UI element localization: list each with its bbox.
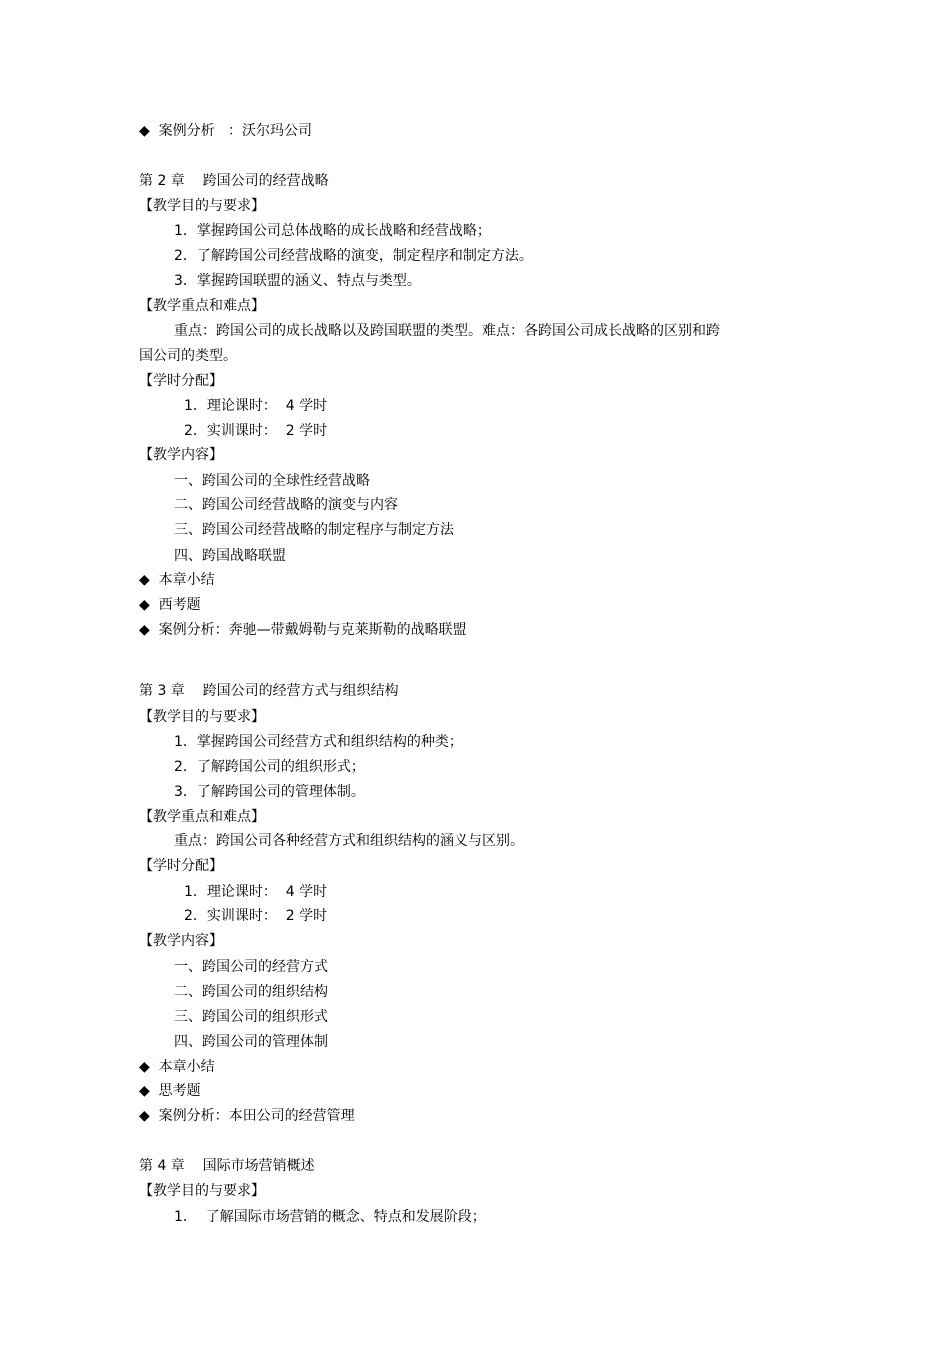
ch2-focus-text-cont: 国公司的类型。 <box>139 348 237 364</box>
ch3-goal-item: 1．掌握跨国公司经营方式和组织结构的种类； <box>174 734 463 750</box>
ch3-content-item: 二、跨国公司的组织结构 <box>174 984 328 1000</box>
ch3-focus-text: 重点：跨国公司各种经营方式和组织结构的涵义与区别。 <box>174 833 524 849</box>
ch3-content-item: 四、跨国公司的管理体制 <box>174 1034 328 1050</box>
ch3-content-item: 一、跨国公司的经营方式 <box>174 959 328 975</box>
ch2-bullet-case: ◆ 案例分析：奔驰—带戴姆勒与克莱斯勒的战略联盟 <box>139 622 467 638</box>
ch2-bullet-summary: ◆ 本章小结 <box>139 572 215 588</box>
ch3-focus-heading: 【教学重点和难点】 <box>139 809 265 825</box>
ch4-goal-heading: 【教学目的与要求】 <box>139 1183 265 1199</box>
ch3-hours-item: 2．实训课时： 2 学时 <box>184 908 328 924</box>
ch3-bullet-summary: ◆ 本章小结 <box>139 1059 215 1075</box>
ch3-bullet-case: ◆ 案例分析：本田公司的经营管理 <box>139 1108 355 1124</box>
ch3-content-item: 三、跨国公司的组织形式 <box>174 1009 328 1025</box>
ch2-content-item: 三、跨国公司经营战略的制定程序与制定方法 <box>174 522 454 538</box>
ch3-goal-item: 2．了解跨国公司的组织形式； <box>174 759 365 775</box>
ch2-content-heading: 【教学内容】 <box>139 447 223 463</box>
ch2-goal-item: 2．了解跨国公司经营战略的演变，制定程序和制定方法。 <box>174 248 533 264</box>
ch3-hours-heading: 【学时分配】 <box>139 858 223 874</box>
ch2-hours-item: 2．实训课时： 2 学时 <box>184 423 328 439</box>
case-analysis-walmart: ◆ 案例分析 ：沃尔玛公司 <box>139 123 313 139</box>
ch2-bullet-questions: ◆ 西考题 <box>139 597 201 613</box>
ch3-goal-heading: 【教学目的与要求】 <box>139 709 265 725</box>
ch2-content-item: 一、跨国公司的全球性经营战略 <box>174 473 370 489</box>
ch2-goal-heading: 【教学目的与要求】 <box>139 198 265 214</box>
chapter-3-heading: 第 3 章 跨国公司的经营方式与组织结构 <box>139 683 399 699</box>
ch2-hours-item: 1．理论课时： 4 学时 <box>184 398 328 414</box>
ch2-content-item: 二、跨国公司经营战略的演变与内容 <box>174 497 398 513</box>
ch4-goal-item: 1． 了解国际市场营销的概念、特点和发展阶段； <box>174 1209 486 1225</box>
ch2-focus-text: 重点：跨国公司的成长战略以及跨国联盟的类型。难点：各跨国公司成长战略的区别和跨 <box>174 323 720 339</box>
ch3-goal-item: 3．了解跨国公司的管理体制。 <box>174 784 365 800</box>
chapter-4-heading: 第 4 章 国际市场营销概述 <box>139 1158 315 1174</box>
ch3-bullet-questions: ◆ 思考题 <box>139 1083 201 1099</box>
ch2-content-item: 四、跨国战略联盟 <box>174 548 286 564</box>
ch2-focus-heading: 【教学重点和难点】 <box>139 298 265 314</box>
ch3-hours-item: 1．理论课时： 4 学时 <box>184 884 328 900</box>
ch2-goal-item: 3．掌握跨国联盟的涵义、特点与类型。 <box>174 273 421 289</box>
ch3-content-heading: 【教学内容】 <box>139 933 223 949</box>
chapter-2-heading: 第 2 章 跨国公司的经营战略 <box>139 173 329 189</box>
ch2-goal-item: 1．掌握跨国公司总体战略的成长战略和经营战略； <box>174 223 491 239</box>
ch2-hours-heading: 【学时分配】 <box>139 373 223 389</box>
